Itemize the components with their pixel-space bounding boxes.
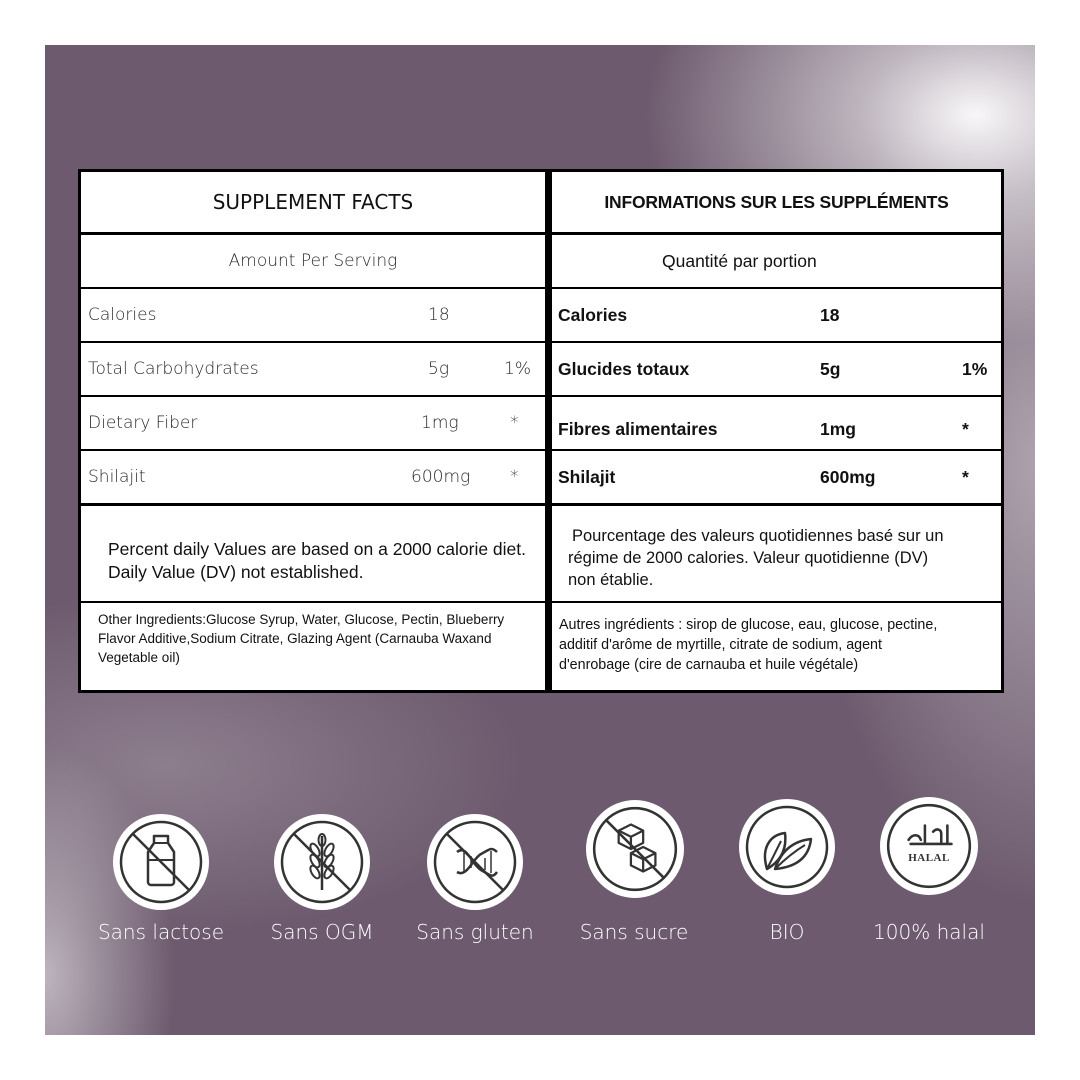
badge-label-bio: BIO [769, 920, 805, 944]
table-row [552, 451, 1001, 506]
percent-note-line: Pourcentage des valeurs quotidiennes basé sur un [572, 527, 944, 545]
ingredients-line: Autres ingrédients : sirop de glucose, eau, glucose, pectine, [559, 617, 938, 633]
halal-icon-text: HALAL [908, 852, 950, 864]
nutrient-name: Calories [558, 304, 628, 325]
percent-note-line: régime de 2000 calories. Valeur quotidienne (DV) [568, 548, 929, 567]
ingredients-line: Vegetable oil) [98, 649, 180, 665]
ingredients-line: Flavor Additive,Sodium Citrate, Glazing Agent (Carnauba Waxand [98, 630, 492, 646]
table-row [81, 343, 545, 397]
nutrient-name: Calories [88, 305, 157, 325]
ingredients-line: d'enrobage (cire de carnauba et huile végétale) [559, 657, 859, 674]
table-title: SUPPLEMENT FACTS [212, 190, 414, 214]
nutrient-amount: 18 [428, 305, 450, 325]
ingredients-row [552, 603, 1001, 690]
percent-note-line: Daily Value (DV) not established. [108, 562, 364, 583]
leaf-icon [739, 799, 835, 895]
supplement-facts-table-en [78, 169, 548, 693]
badge-label-gluten: Sans gluten [416, 920, 534, 944]
amount-per-serving: Amount Per Serving [228, 251, 398, 271]
amount-per-serving-row [552, 235, 1001, 289]
percent-note-row [552, 506, 1001, 603]
percent-note [568, 526, 944, 592]
badge-label-ogm: Sans OGM [270, 920, 374, 944]
no-milk-icon [113, 814, 209, 910]
nutrient-dv: 1% [962, 358, 988, 379]
nutrient-dv: * [510, 413, 519, 433]
table-row [552, 397, 1001, 451]
nutrient-dv: * [962, 418, 969, 439]
nutrient-dv: * [510, 467, 519, 487]
table-row [81, 397, 545, 451]
nutrient-amount: 1mg [820, 418, 856, 439]
nutrient-amount: 600mg [411, 467, 471, 487]
nutrient-amount: 5g [428, 359, 450, 379]
nutrient-name: Shilajit [558, 466, 616, 487]
background-panel [45, 45, 1035, 1035]
nutrient-amount: 18 [820, 304, 840, 325]
percent-note [108, 538, 526, 585]
percent-note-line: non établie. [568, 570, 654, 589]
no-sugar-cube-icon [586, 800, 684, 898]
table-row [552, 289, 1001, 343]
table-title: INFORMATIONS SUR LES SUPPLÉMENTS [604, 191, 949, 212]
halal-icon [880, 797, 978, 895]
percent-note-line: Percent daily Values are based on a 2000 calorie diet. [108, 539, 527, 559]
table-row [552, 343, 1001, 397]
table-title-row [81, 172, 545, 235]
nutrient-name: Shilajit [88, 467, 146, 487]
table-row [81, 451, 545, 506]
nutrient-name: Glucides totaux [558, 358, 690, 379]
ingredients-row [81, 603, 545, 690]
nutrient-name: Fibres alimentaires [558, 418, 718, 439]
nutrient-dv: 1% [504, 359, 531, 379]
amount-per-serving: Quantité par portion [662, 250, 817, 271]
nutrient-dv: * [962, 466, 969, 487]
badge-label-sucre: Sans sucre [579, 920, 689, 944]
no-wheat-icon [274, 814, 370, 910]
table-title-row [552, 172, 1001, 235]
percent-note-row [81, 506, 545, 603]
nutrient-amount: 1mg [421, 413, 459, 433]
no-dna-icon [427, 814, 523, 910]
other-ingredients [559, 615, 937, 675]
amount-per-serving-row [81, 235, 545, 289]
ingredients-line: Other Ingredients:Glucose Syrup, Water, Glucose, Pectin, Blueberry [98, 612, 505, 627]
badge-label-lactose: Sans lactose [97, 920, 224, 944]
other-ingredients [98, 611, 504, 668]
nutrient-name: Dietary Fiber [88, 413, 198, 433]
table-row [81, 289, 545, 343]
ingredients-line: additif d'arôme de myrtille, citrate de sodium, agent [559, 637, 882, 654]
nutrient-amount: 5g [820, 358, 841, 379]
nutrient-amount: 600mg [820, 466, 876, 487]
nutrient-name: Total Carbohydrates [88, 359, 259, 379]
supplement-facts-table-fr [547, 169, 1004, 693]
badge-label-halal: 100% halal [873, 920, 985, 944]
